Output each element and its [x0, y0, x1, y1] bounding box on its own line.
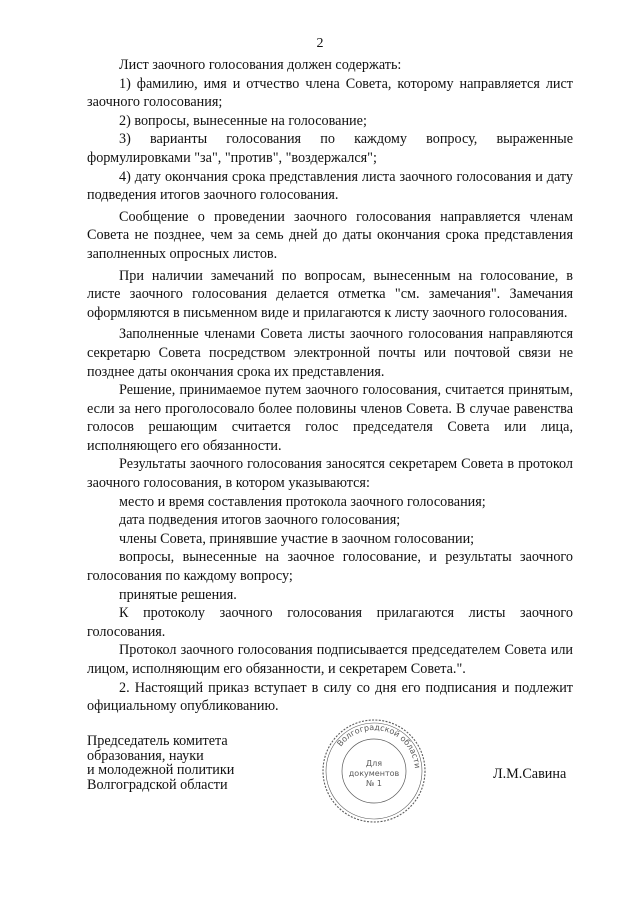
svg-text:Для: Для [365, 759, 383, 768]
paragraph: 3) варианты голосования по каждому вопросу, выраженные формулировками "за", "против", "воздержался"; [87, 131, 573, 166]
paragraph: дата подведения итогов заочного голосования; [119, 512, 401, 529]
paragraph: Лист заочного голосования должен содержать: [119, 57, 402, 73]
position-line: Волгоградской области [87, 776, 228, 793]
paragraph: вопросы, вынесенные на заочное голосование, и результаты заочного голосования по каждому вопросу; [87, 549, 573, 585]
paragraph: К протоколу заочного голосования прилагаются листы заочного голосования. [87, 605, 573, 640]
svg-text:документов: документов [348, 769, 400, 778]
document-body [87, 56, 573, 716]
paragraph: Протокол заочного голосования подписывается председателем Совета или лицом, исполняющим его обязанности, и секретарем Совета.". [87, 642, 573, 677]
signatory-position [87, 734, 234, 792]
paragraph: члены Совета, принявшие участие в заочном голосовании; [119, 530, 475, 547]
signer-name: Л.М.Савина [493, 766, 567, 782]
paragraph: 1) фамилию, имя и отчество члена Совета, которому направляется лист заочного голосования; [87, 75, 573, 111]
official-seal [320, 717, 428, 825]
paragraph: Сообщение о проведении заочного голосования направляется членам Совета не позднее, чем за семь дней до даты окончания срока представления заполненных опросных листов. [87, 208, 573, 262]
paragraph: 4) дату окончания срока представления листа заочного голосования и дату подведения итогов заочного голосования. [87, 168, 573, 204]
paragraph: 2) вопросы, вынесенные на голосование; [119, 112, 367, 129]
position-line: и молодежной политики [87, 762, 235, 778]
page-number: 2 [316, 36, 324, 51]
paragraph: При наличии замечаний по вопросам, вынесенным на голосование, в листе заочного голосования делается отметка "см. замечания". Замечания оформляются в письменном виде и прилагаются к листу заочного голосования. [87, 267, 573, 321]
paragraph: принятые решения. [119, 586, 237, 603]
paragraph: Заполненные членами Совета листы заочного голосования направляются секретарю Совета посредством электронной почты или почтовой связи не позднее даты окончания срока их представления. [87, 326, 573, 380]
position-line: Председатель комитета [87, 733, 228, 749]
paragraph: Результаты заочного голосования заносятся секретарем Совета в протокол заочного голосования, в котором указываются: [87, 456, 573, 492]
paragraph: Решение, принимаемое путем заочного голосования, считается принятым, если за него проголосовало более половины членов Совета. В случае равенства голосов решающим считается голос председателя Совета или лица, исполняющего его обязанности. [87, 382, 573, 454]
svg-text:№ 1: № 1 [366, 779, 382, 788]
position-line: образования, науки [87, 747, 204, 764]
paragraph: 2. Настоящий приказ вступает в силу со дня его подписания и подлежит официальному опубликованию. [87, 679, 573, 715]
svg-text:Волгоградской области: Волгоградской области [335, 722, 422, 769]
paragraph: место и время составления протокола заочного голосования; [119, 493, 486, 510]
